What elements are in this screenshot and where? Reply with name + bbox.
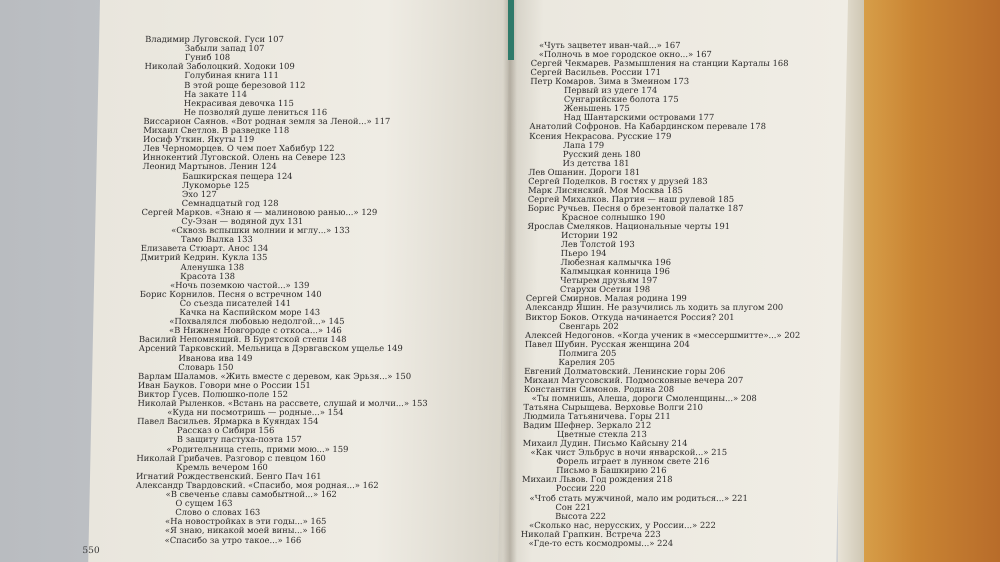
toc-entry: «Сколько нас, нерусских, у России...» 222: [528, 519, 716, 530]
toc-entry: Некрасивая девочка 115: [183, 97, 295, 108]
toc-entry: Борис Корнилов. Песня о встречном 140: [139, 288, 322, 299]
toc-entry: «Я знаю, никакой моей вины...» 166: [164, 525, 327, 536]
toc-entry: Дмитрий Кедрин. Кукла 135: [140, 252, 268, 263]
left-page: [82, 0, 510, 562]
toc-entry: Красное солнышко 190: [561, 211, 666, 222]
toc-entry: Борис Ручьев. Песня о брезентовой палатке 187: [527, 202, 744, 213]
toc-entry: Сергей Смирнов. Малая родина 199: [525, 293, 687, 304]
toc-entry: Петр Комаров. Зима в Змеином 173: [530, 76, 690, 87]
page-number: 550: [82, 546, 100, 556]
toc-entry: Свенгарь 202: [559, 320, 619, 331]
left-page-toc: [88, 0, 510, 562]
toc-entry: России 220: [555, 483, 606, 494]
toc-entry: Леонид Мартынов. Ленин 124: [142, 161, 277, 172]
toc-entry: Михаил Львов. Год рождения 218: [521, 474, 673, 485]
toc-entry: Слово о словах 163: [175, 507, 261, 518]
right-page: [498, 0, 848, 562]
toc-entry: Пьеро 194: [560, 248, 607, 259]
toc-entry: Лев Черноморцев. О чем поет Хабибур 122: [142, 143, 335, 154]
toc-entry: Людмила Татьяничева. Горы 211: [523, 411, 671, 422]
toc-entry: Забыли запад 107: [184, 43, 265, 54]
toc-entry: Варлам Шаламов. «Жить вместе с деревом, как Эрьзя...» 150: [138, 370, 412, 381]
bookmark-ribbon: [508, 0, 514, 60]
toc-entry: Игнатий Рождественский. Бенго Пач 161: [135, 470, 322, 481]
toc-entry: Голубиная книга 111: [184, 70, 279, 81]
toc-entry: Калмыцкая конница 196: [560, 266, 671, 277]
toc-entry: «Полночь в мое городское окно...» 167: [538, 49, 712, 60]
toc-entry: Карелия 205: [558, 356, 616, 367]
toc-entry: Красота 138: [180, 270, 236, 281]
toc-entry: Лев Ошанин. Дороги 181: [528, 166, 641, 177]
toc-entry: Евгений Долматовский. Ленинские горы 206: [524, 365, 726, 376]
toc-entry: Не позволяй душе лениться 116: [183, 106, 328, 117]
toc-entry: Рассказ о Сибири 156: [176, 425, 275, 436]
toc-entry: Василий Непомнящий. В Бурятской степи 148: [138, 334, 347, 345]
toc-entry: Сергей Чекмарев. Размышления на станции Карталы 168: [530, 58, 789, 69]
toc-entry: «В свеченье славы самобытной...» 162: [165, 489, 337, 499]
toc-entry: Алексей Недогонов. «Когда ученик в «мессершмитте»...» 202: [524, 329, 801, 340]
toc-entry: Над Шантарскими островами 177: [563, 112, 715, 123]
toc-entry: Лукоморье 125: [182, 179, 250, 190]
toc-entry: «В Нижнем Новгороде с откоса...» 146: [168, 325, 342, 336]
toc-entry: Николай Грибачев. Разговор с певцом 160: [136, 452, 326, 463]
toc-entry: Качка на Каспийском море 143: [179, 307, 321, 317]
toc-entry: Сергей Поделков. В гостях у друзей 183: [528, 175, 708, 186]
toc-entry: Виктор Боков. Откуда начинается Россия? 201: [525, 311, 735, 322]
toc-entry: Иванова ива 149: [178, 352, 253, 363]
toc-entry: Лев Толстой 193: [560, 239, 635, 250]
toc-entry: Су-Эзан — водяной дух 131: [181, 216, 304, 226]
toc-entry: Виссарион Саянов. «Вот родная земля за Леной...» 117: [143, 115, 391, 126]
toc-entry: Владимир Луговской. Гуси 107: [145, 34, 284, 44]
toc-entry: Сергей Васильев. России 171: [530, 67, 662, 78]
toc-entry: Из детства 181: [562, 157, 630, 168]
toc-entry: Башкирская пещера 124: [182, 170, 293, 181]
toc-entry: Ярослав Смеляков. Национальные черты 191: [527, 221, 731, 231]
toc-entry: Иосиф Уткин. Якуты 119: [142, 134, 255, 145]
toc-entry: Вадим Шефнер. Зеркало 212: [522, 420, 652, 431]
toc-entry: «Как чист Эльбрус в ночи январской...» 215: [530, 447, 728, 458]
toc-entry: Первый из удеге 174: [564, 85, 658, 96]
toc-entry: Павел Васильев. Ярмарка в Куяндах 154: [137, 416, 319, 427]
toc-entry: Александр Яшин. Не разучились ль ходить за плугом 200: [525, 302, 784, 313]
toc-entry: Анатолий Софронов. На Кабардинском перевале 178: [529, 121, 767, 132]
toc-entry: Николай Рыленков. «Встань на рассвете, слушай и молчи...» 153: [137, 398, 428, 408]
toc-entry: Татьяна Сырыщева. Верховье Волги 210: [523, 402, 704, 412]
toc-entry: Цветные стекла 213: [556, 429, 647, 440]
toc-entry: На закате 114: [183, 88, 248, 99]
toc-entry: Сергей Марков. «Знаю я — малиновою ранью...» 129: [141, 206, 378, 217]
toc-entry: Сергей Михалков. Партия — наш рулевой 185: [527, 193, 735, 204]
toc-entry: Марк Лисянский. Моя Москва 185: [527, 184, 683, 195]
toc-entry: Гуниб 108: [184, 52, 231, 63]
book-gutter: [503, 0, 517, 562]
toc-entry: Истории 192: [560, 230, 619, 241]
toc-entry: Любезная калмычка 196: [560, 257, 672, 268]
toc-entry: Николай Грапкин. Встреча 223: [520, 528, 661, 539]
toc-entry: «На новостройках в эти годы...» 165: [164, 516, 327, 527]
toc-entry: Ксения Некрасова. Русские 179: [529, 130, 672, 141]
toc-entry: В этой роще березовой 112: [184, 79, 306, 90]
toc-entry: Со съезда писателей 141: [179, 297, 292, 308]
toc-entry: «Куда ни посмотришь — родные...» 154: [167, 407, 344, 418]
toc-entry: Высота 222: [555, 510, 607, 521]
toc-entry: Лапа 179: [562, 139, 605, 150]
book-cover-right: [860, 0, 1000, 562]
toc-entry: Русский день 180: [562, 148, 641, 159]
toc-entry: Иннокентий Луговской. Олень на Севере 123: [142, 152, 346, 163]
toc-entry: Письмо в Башкирию 216: [556, 465, 667, 476]
toc-entry: Форель играет в лунном свете 216: [556, 456, 710, 467]
toc-entry: Арсений Тарковский. Мельница в Дэрвгавском ущелье 149: [138, 343, 403, 354]
toc-entry: Кремль вечером 160: [176, 461, 268, 472]
toc-entry: Сон 221: [555, 501, 592, 512]
toc-entry: Павел Шубин. Русская женщина 204: [524, 338, 690, 349]
toc-entry: Эхо 127: [181, 188, 217, 199]
toc-entry: В защиту пастуха-поэта 157: [176, 434, 302, 445]
toc-entry: Полмига 205: [558, 347, 617, 358]
toc-entry: Семнадцатый год 128: [181, 197, 279, 208]
toc-entry: Иван Бауков. Говори мне о России 151: [137, 379, 311, 390]
toc-entry: Старухи Осетии 198: [559, 284, 651, 295]
toc-entry: «Спасибо за утро такое...» 166: [164, 534, 302, 545]
toc-entry: О сущем 163: [175, 498, 233, 509]
toc-entry: «Ты помнишь, Алеша, дороги Смоленщины...» 208: [531, 392, 757, 403]
toc-entry: Тамо Вылка 133: [180, 234, 253, 245]
toc-entry: «Похвалялся любовью недолгой...» 145: [169, 316, 345, 327]
toc-entry: Михаил Матусовский. Подмосковные вечера 207: [523, 374, 744, 385]
toc-entry: «Ночь поземкою частой...» 139: [169, 279, 310, 290]
toc-entry: Женьшень 175: [563, 103, 630, 114]
toc-entry: Константин Симонов. Родина 208: [523, 383, 675, 394]
toc-entry: Александр Твардовский. «Спасибо, моя родная...» 162: [135, 479, 379, 490]
toc-entry: «Сквозь вспышки молнии и мглу...» 133: [171, 225, 350, 236]
toc-entry: Четырем друзьям 197: [560, 275, 658, 286]
toc-entry: Аленушка 138: [180, 261, 245, 272]
toc-entry: Николай Заболоцкий. Ходоки 109: [144, 61, 295, 72]
toc-entry: «Чуть зацветет иван-чай...» 167: [538, 40, 681, 50]
toc-entry: Елизавета Стюарт. Анос 134: [140, 243, 269, 254]
toc-entry: Сунгарийские болота 175: [563, 94, 679, 105]
toc-entry: Михаил Светлов. В разведке 118: [143, 125, 290, 135]
toc-entry: Михаил Дудин. Письмо Кайсыну 214: [522, 438, 688, 449]
right-page-toc: [498, 0, 848, 562]
toc-entry: Виктор Гусев. Полюшко-поле 152: [137, 388, 289, 399]
toc-entry: Словарь 150: [178, 361, 234, 372]
toc-entry: «Чтоб стать мужчиной, мало им родиться...» 221: [529, 492, 748, 503]
toc-entry: «Родительница степь, прими мою...» 159: [166, 443, 349, 454]
toc-entry: «Где-то есть космодромы...» 224: [528, 537, 674, 548]
